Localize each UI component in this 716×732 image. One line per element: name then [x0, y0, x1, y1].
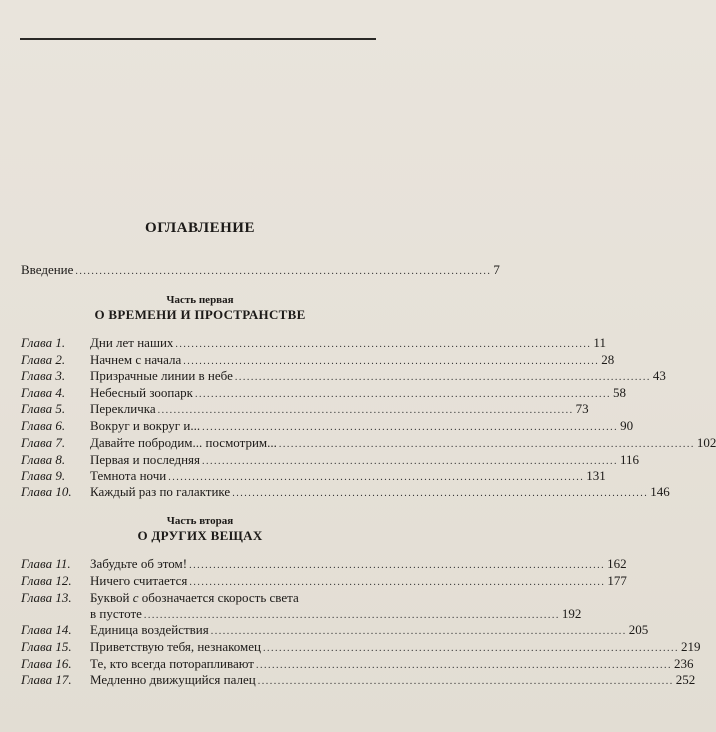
toc-title: ОГЛАВЛЕНИЕ — [145, 220, 255, 236]
leader-dots: ........................................................................................................ — [189, 577, 606, 588]
toc-entry-ch16[interactable] — [21, 656, 694, 672]
chapter-number: Глава 4. — [21, 385, 66, 400]
chapter-number: Глава 8. — [21, 452, 66, 467]
chapter-title-continuation: в пустоте — [90, 606, 142, 621]
leader-dots: ........................................................................................................ — [75, 266, 492, 277]
chapter-number: Глава 11. — [21, 556, 71, 571]
toc-entry-ch17[interactable] — [21, 672, 696, 688]
toc-entry-ch3[interactable] — [21, 368, 666, 384]
chapter-title: Темнота ночи — [90, 468, 167, 483]
leader-dots: ........................................................................................................ — [278, 439, 695, 450]
chapter-title: Ничего считается — [90, 573, 188, 588]
chapter-number: Глава 13. — [21, 590, 72, 605]
chapter-number: Глава 15. — [21, 639, 72, 654]
leader-dots: ........................................................................................................ — [202, 422, 619, 433]
chapter-page: 162 — [607, 556, 627, 571]
leader-dots: ........................................................................................................ — [255, 660, 672, 671]
chapter-page: 11 — [593, 335, 606, 350]
chapter-title-part: Буквой — [90, 590, 133, 605]
leader-dots: ........................................................................................................ — [175, 339, 592, 350]
chapter-number: Глава 6. — [21, 418, 66, 433]
chapter-page: 73 — [575, 401, 589, 416]
toc-entry-ch5[interactable] — [21, 401, 589, 417]
chapter-title: Начнем с начала — [90, 352, 182, 367]
toc-entry-ch7[interactable] — [21, 435, 716, 451]
chapter-number: Глава 12. — [21, 573, 72, 588]
leader-dots: ........................................................................................................ — [232, 488, 649, 499]
chapter-title: Призрачные линии в небе — [90, 368, 233, 383]
toc-entry-ch1[interactable] — [21, 335, 606, 351]
toc-entry-ch6[interactable] — [21, 418, 634, 434]
toc-entry-ch13[interactable] — [21, 590, 373, 606]
chapter-number: Глава 7. — [21, 435, 66, 450]
chapter-number: Глава 9. — [21, 468, 66, 483]
leader-dots: ........................................................................................................ — [157, 405, 574, 416]
chapter-number: Глава 2. — [21, 352, 66, 367]
leader-dots: ........................................................................................................ — [262, 643, 679, 654]
chapter-number: Глава 16. — [21, 656, 72, 671]
part1-title: О ВРЕМЕНИ И ПРОСТРАНСТВЕ — [94, 307, 306, 322]
chapter-number: Глава 3. — [21, 368, 66, 383]
chapter-title: Приветствую тебя, незнакомец — [90, 639, 261, 654]
leader-dots: ........................................................................................................ — [202, 456, 618, 467]
toc-entry-ch8[interactable] — [21, 452, 640, 468]
leader-dots: ........................................................................................................ — [168, 472, 585, 483]
part2-label: Часть вторая — [166, 515, 234, 527]
leader-dots: ........................................................................................................ — [194, 389, 611, 400]
chapter-number: Глава 5. — [21, 401, 66, 416]
chapter-page: 146 — [650, 484, 670, 499]
chapter-page: 131 — [586, 468, 606, 483]
chapter-title: Первая и последняя — [90, 452, 200, 467]
chapter-title: Забудьте об этом! — [90, 556, 188, 571]
toc-entry-ch15[interactable] — [21, 639, 701, 655]
chapter-page: 43 — [652, 368, 666, 383]
chapter-page: 205 — [628, 622, 649, 637]
chapter-title-part: обозначается скорость света — [138, 590, 299, 605]
chapter-number: Глава 17. — [21, 672, 72, 687]
chapter-number: Глава 14. — [21, 622, 72, 637]
chapter-number: Глава 10. — [21, 484, 72, 499]
chapter-page: 58 — [612, 385, 626, 400]
toc-entry-ch4[interactable] — [21, 385, 626, 401]
chapter-title: Вокруг и вокруг и... — [90, 418, 201, 433]
chapter-page: 90 — [620, 418, 634, 433]
toc-entry-ch9[interactable] — [21, 468, 606, 484]
chapter-title: Давайте побродим... посмотрим... — [90, 435, 277, 450]
chapter-title — [90, 590, 299, 606]
chapter-title: Медленно движущийся палец — [90, 672, 256, 687]
leader-dots: ........................................................................................................ — [189, 560, 606, 571]
leader-dots: ........................................................................................................ — [143, 610, 560, 621]
chapter-title: Небесный зоопарк — [90, 385, 193, 400]
chapter-title: Те, кто всегда поторапливают — [90, 656, 254, 671]
chapter-page: 236 — [673, 656, 694, 671]
entry-page: 7 — [493, 262, 500, 277]
chapter-page: 102 — [696, 435, 716, 450]
leader-dots: ........................................................................................................ — [257, 676, 674, 687]
chapter-title: Единица воздействия — [90, 622, 209, 637]
leader-dots: ........................................................................................................ — [183, 356, 600, 367]
speed-of-light-symbol: с — [132, 590, 139, 605]
toc-entry-ch12[interactable] — [21, 573, 627, 589]
chapter-page: 219 — [680, 639, 701, 654]
chapter-title: Каждый раз по галактике — [90, 484, 231, 499]
top-rule — [20, 38, 376, 40]
toc-entry-ch10[interactable] — [21, 484, 670, 500]
part1-label: Часть первая — [166, 294, 234, 306]
part2-title: О ДРУГИХ ВЕЩАХ — [137, 528, 263, 543]
toc-entry-ch11[interactable] — [21, 556, 627, 572]
chapter-page: 177 — [607, 573, 627, 588]
leader-dots: ........................................................................................................ — [210, 626, 627, 637]
chapter-page: 28 — [601, 352, 615, 367]
chapter-page: 252 — [675, 672, 696, 687]
toc-entry-ch14[interactable] — [21, 622, 649, 638]
entry-title: Введение — [21, 262, 74, 277]
toc-entry-ch2[interactable] — [21, 352, 615, 368]
leader-dots: ........................................................................................................ — [234, 372, 651, 383]
chapter-title: Дни лет наших — [90, 335, 174, 350]
toc-entry-ch13-continuation[interactable] — [90, 606, 582, 622]
toc-entry-intro[interactable] — [21, 262, 500, 278]
chapter-title: Перекличка — [90, 401, 156, 416]
chapter-page: 192 — [561, 606, 582, 621]
chapter-number: Глава 1. — [21, 335, 66, 350]
chapter-page: 116 — [620, 452, 640, 467]
